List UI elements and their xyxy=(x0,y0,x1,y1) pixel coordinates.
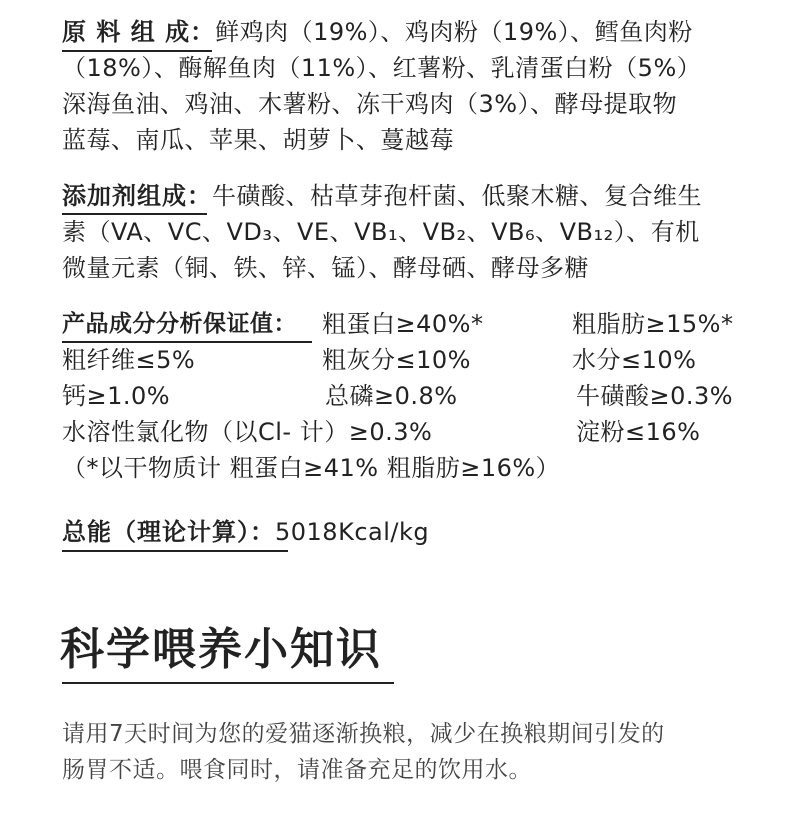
knowledge-text-1: 请用7天时间为您的爱猫逐渐换粮，减少在换粮期间引发的 xyxy=(62,721,665,747)
analysis-phosphorus: 总磷≥0.8% xyxy=(325,382,458,410)
analysis-note: （*以干物质计 粗蛋白≥41% 粗脂肪≥16%） xyxy=(62,454,561,482)
ingredients-label: 原 料 组 成： xyxy=(62,18,216,46)
additives-line-2: 素（VA、VC、VD₃、VE、VB₁、VB₂、VB₆、VB₁₂）、有机 xyxy=(62,218,700,246)
knowledge-title: 科学喂养小知识 xyxy=(60,624,382,675)
energy-line xyxy=(62,514,429,550)
ingredients-text-1: 鲜鸡肉（19%）、鸡肉粉（19%）、鳕鱼肉粉 xyxy=(215,18,693,46)
ingredients-line-2: （18%）、酶解鱼肉（11%）、红薯粉、乳清蛋白粉（5%） xyxy=(62,54,702,82)
analysis-label: 产品成分分析保证值： xyxy=(62,311,297,337)
additives-line-1 xyxy=(62,178,702,214)
energy-label: 总能（理论计算）： xyxy=(62,518,275,546)
knowledge-text-2: 肠胃不适。喂食同时，请准备充足的饮用水。 xyxy=(62,757,532,783)
ingredients-line-1 xyxy=(62,14,693,50)
energy-label-underline xyxy=(62,550,288,552)
analysis-chloride: 水溶性氯化物（以Cl- 计）≥0.3% xyxy=(62,418,433,446)
analysis-crude-fat: 粗脂肪≥15%* xyxy=(572,310,734,338)
ingredients-line-3: 深海鱼油、鸡油、木薯粉、冻干鸡肉（3%）、酵母提取物 xyxy=(62,90,678,118)
additives-line-3: 微量元素（铜、铁、锌、锰）、酵母硒、酵母多糖 xyxy=(62,254,589,282)
analysis-crude-fiber: 粗纤维≤5% xyxy=(62,346,196,374)
analysis-calcium: 钙≥1.0% xyxy=(62,382,171,410)
additives-text-1: 牛磺酸、枯草芽孢杆菌、低聚木糖、复合维生 xyxy=(212,182,702,210)
analysis-moisture: 水分≤10% xyxy=(572,346,697,374)
analysis-crude-protein: 粗蛋白≥40%* xyxy=(322,310,484,338)
additives-label: 添加剂组成： xyxy=(62,182,212,210)
ingredients-line-4: 蓝莓、南瓜、苹果、胡萝卜、蔓越莓 xyxy=(62,126,454,154)
analysis-starch: 淀粉≤16% xyxy=(576,418,701,446)
knowledge-title-underline xyxy=(62,682,394,684)
analysis-crude-ash: 粗灰分≤10% xyxy=(322,346,471,374)
energy-value: 5018Kcal/kg xyxy=(275,518,430,546)
analysis-taurine: 牛磺酸≥0.3% xyxy=(576,382,734,410)
